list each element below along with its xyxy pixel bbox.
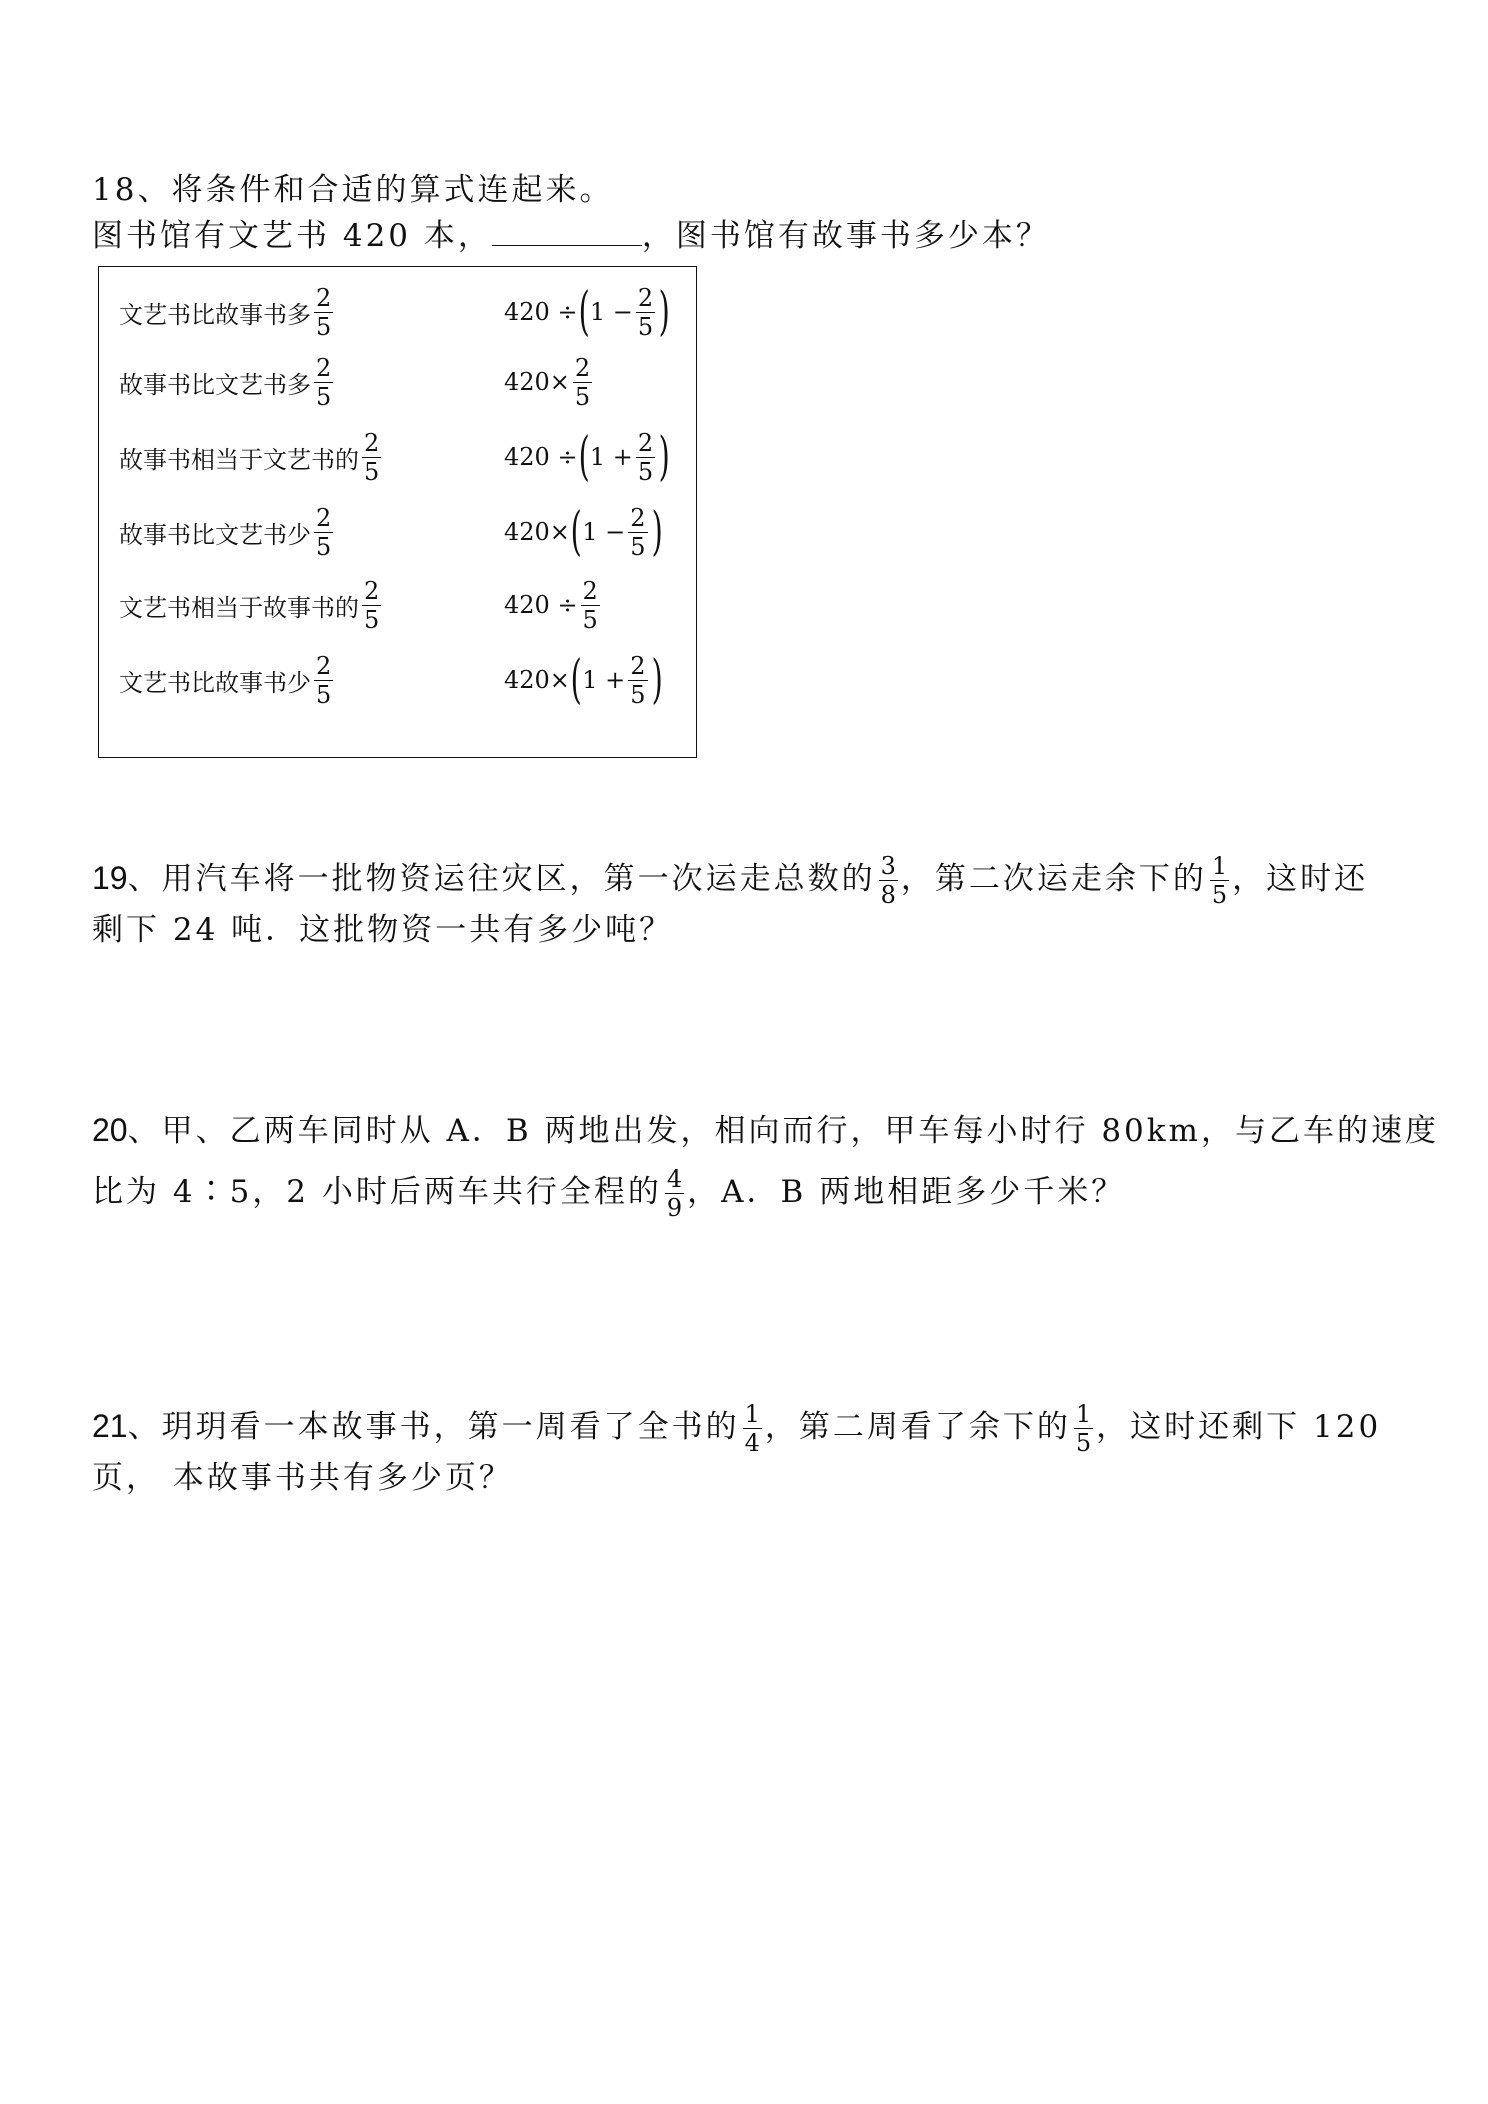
q18-title: 18、将条件和合适的算式连起来。 bbox=[92, 172, 614, 208]
right-paren: ) bbox=[651, 650, 663, 710]
fraction: $\frac{2}{5}$ bbox=[637, 428, 654, 486]
formula-item[interactable]: 420 ÷ ( 1 + $\frac{2}{5}$ ) bbox=[504, 427, 670, 487]
fraction: $\frac{3}{8}$ bbox=[880, 852, 896, 909]
condition-item[interactable]: 故事书相当于文艺书的 $\frac{2}{5}$ bbox=[119, 428, 380, 486]
match-row bbox=[99, 347, 696, 417]
q20-line1: 20、甲、乙两车同时从 A．B 两地出发，相向而行，甲车每小时行 80km，与乙车的速度 bbox=[92, 1112, 1439, 1149]
fraction: $\frac{2}{5}$ bbox=[364, 576, 380, 634]
left-paren: ( bbox=[578, 282, 590, 342]
fraction: $\frac{2}{5}$ bbox=[364, 428, 380, 486]
q20-line2: 比为 4∶5，2 小时后两车共行全程的 $\frac{4}{9}$ ，A．B 两地相距多少千米？ bbox=[92, 1165, 1126, 1222]
formula-item[interactable]: 420 ÷ ( 1 − $\frac{2}{5}$ ) bbox=[504, 282, 670, 342]
condition-item[interactable]: 文艺书相当于故事书的 $\frac{2}{5}$ bbox=[119, 576, 380, 634]
match-row bbox=[99, 422, 696, 492]
match-row bbox=[99, 497, 696, 567]
fraction: $\frac{2}{5}$ bbox=[582, 576, 598, 634]
fraction: $\frac{2}{5}$ bbox=[630, 651, 646, 709]
formula-item[interactable]: 420× ( 1 − $\frac{2}{5}$ ) bbox=[504, 502, 663, 562]
answer-blank[interactable] bbox=[492, 217, 642, 246]
q21-line2: 页， 本故事书共有多少页？ bbox=[92, 1460, 513, 1496]
match-row bbox=[99, 645, 696, 715]
left-paren: ( bbox=[570, 502, 582, 562]
fraction: $\frac{2}{5}$ bbox=[630, 503, 646, 561]
condition-item[interactable]: 文艺书比故事书多 $\frac{2}{5}$ bbox=[119, 283, 332, 341]
left-paren: ( bbox=[578, 427, 590, 487]
fraction: $\frac{2}{5}$ bbox=[316, 651, 332, 709]
left-paren: ( bbox=[570, 650, 582, 710]
fraction: $\frac{4}{9}$ bbox=[666, 1165, 683, 1222]
fraction: $\frac{1}{5}$ bbox=[1075, 1400, 1092, 1457]
fraction: $\frac{1}{5}$ bbox=[1211, 852, 1228, 909]
q18-stem: 图书馆有文艺书 420 本， ，图书馆有故事书多少本？ bbox=[92, 218, 1050, 254]
match-row bbox=[99, 277, 696, 347]
q19-line2: 剩下 24 吨．这批物资一共有多少吨？ bbox=[92, 912, 674, 948]
right-paren: ) bbox=[658, 427, 670, 487]
formula-item[interactable]: 420× ( 1 + $\frac{2}{5}$ ) bbox=[504, 650, 663, 710]
fraction: $\frac{2}{5}$ bbox=[316, 283, 332, 341]
condition-item[interactable]: 故事书比文艺书少 $\frac{2}{5}$ bbox=[119, 503, 332, 561]
formula-item[interactable]: 420× $\frac{2}{5}$ bbox=[504, 353, 591, 411]
matching-box bbox=[98, 266, 697, 758]
q21-line1: 21、玥玥看一本故事书，第一周看了全书的 $\frac{1}{4}$ ，第二周看了余下的 $\frac{1}{5}$ ，这时还剩下 120 bbox=[92, 1400, 1382, 1457]
fraction: $\frac{2}{5}$ bbox=[637, 283, 654, 341]
q19-line1: 19、用汽车将一批物资运往灾区，第一次运走总数的 $\frac{3}{8}$ ，第二次运走余下的 $\frac{1}{5}$ ，这时还 bbox=[92, 852, 1369, 909]
fraction: $\frac{2}{5}$ bbox=[316, 353, 332, 411]
condition-item[interactable]: 故事书比文艺书多 $\frac{2}{5}$ bbox=[119, 353, 332, 411]
condition-item[interactable]: 文艺书比故事书少 $\frac{2}{5}$ bbox=[119, 651, 332, 709]
right-paren: ) bbox=[651, 502, 663, 562]
match-row bbox=[99, 570, 696, 640]
fraction: $\frac{1}{4}$ bbox=[744, 1400, 760, 1457]
formula-item[interactable]: 420 ÷ $\frac{2}{5}$ bbox=[504, 576, 598, 634]
fraction: $\frac{2}{5}$ bbox=[574, 353, 591, 411]
fraction: $\frac{2}{5}$ bbox=[316, 503, 332, 561]
right-paren: ) bbox=[658, 282, 670, 342]
